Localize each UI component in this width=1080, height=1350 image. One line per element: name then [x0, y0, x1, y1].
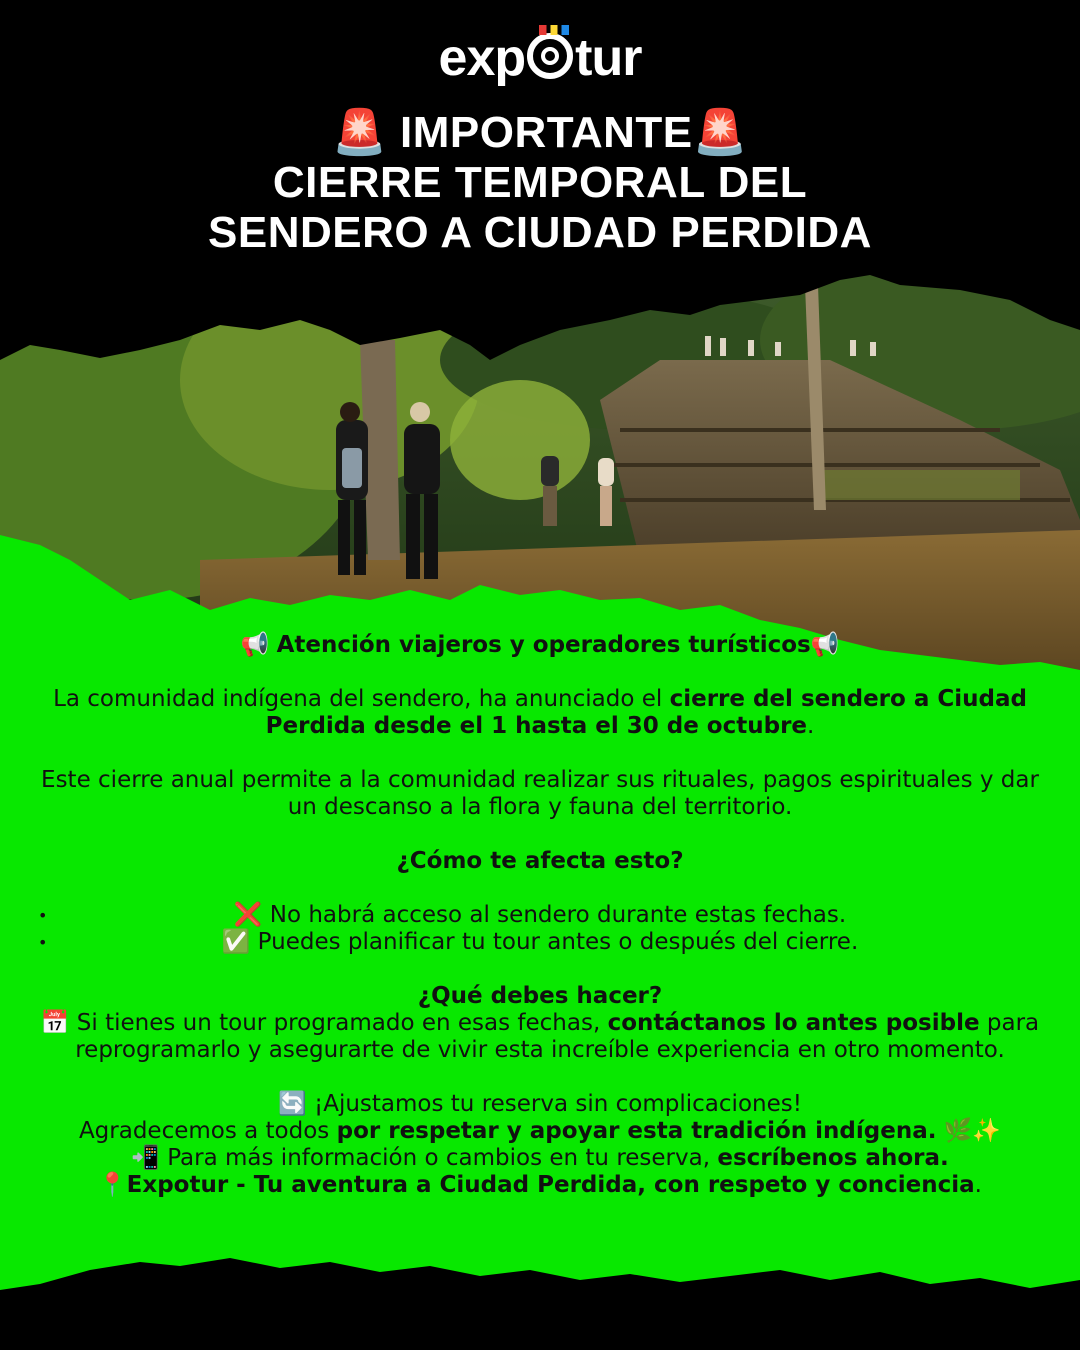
closure-paragraph	[30, 686, 1050, 740]
list-item	[30, 929, 1050, 956]
logo-text-post: tur	[575, 29, 642, 87]
check-icon: ✅	[221, 929, 251, 955]
closure-dates: cierre del sendero a Ciudad Perdida desde el 1 hasta el 30 de octubre	[265, 686, 1027, 739]
bullet-dot: •	[38, 906, 48, 925]
sparkles-icon: ✨	[972, 1118, 1002, 1144]
action-end: para reprogramarlo y asegurarte de vivir esta increíble experiencia en otro momento.	[75, 1010, 1040, 1063]
announcement-body	[30, 632, 1050, 1199]
bullet-text: No habrá acceso al sendero durante estas fechas.	[269, 902, 847, 928]
signature-line	[30, 1172, 1050, 1199]
siren-icon: 🚨	[332, 108, 388, 157]
attention-heading	[30, 632, 1050, 659]
question-affect	[30, 848, 1050, 875]
arrows-icon: 🔄	[278, 1091, 307, 1117]
siren-icon: 🚨	[692, 108, 748, 157]
closure-text: La comunidad indígena del sendero, ha anunciado el	[53, 686, 670, 712]
megaphone-icon: 📢	[240, 632, 270, 658]
headline-important: IMPORTANTE	[400, 108, 693, 157]
signature-bold: Expotur - Tu aventura a Ciudad Perdida, con respeto y conciencia	[126, 1172, 975, 1198]
reason-paragraph: Este cierre anual permite a la comunidad realizar sus rituales, pagos espirituales y dar un descanso a la flora y fauna del territorio.	[41, 767, 1039, 820]
logo-text-pre: exp	[438, 29, 526, 87]
pin-icon: 📍	[98, 1172, 127, 1198]
headline-line-3: SENDERO A CIUDAD PERDIDA	[208, 208, 872, 257]
bullet-text: Puedes planificar tu tour antes o después del cierre.	[257, 929, 859, 955]
headline	[0, 108, 1080, 258]
contact-bold: escríbenos ahora.	[717, 1145, 949, 1171]
bullet-dot: •	[38, 933, 48, 952]
adjust-line	[30, 1091, 1050, 1118]
list-item	[30, 902, 1050, 929]
thanks-line	[30, 1118, 1050, 1145]
closure-end: .	[807, 713, 815, 739]
action-paragraph	[30, 1010, 1050, 1064]
question-affect-text: ¿Cómo te afecta esto?	[396, 848, 684, 874]
thanks-text: Agradecemos a todos	[78, 1118, 337, 1144]
contact-text: Para más información o cambios en tu reserva,	[167, 1145, 718, 1171]
megaphone-icon: 📢	[810, 632, 840, 658]
contact-line	[30, 1145, 1050, 1172]
thanks-bold: por respetar y apoyar esta tradición indígena.	[336, 1118, 937, 1144]
question-todo	[30, 983, 1050, 1010]
adjust-text: ¡Ajustamos tu reserva sin complicaciones!	[314, 1091, 802, 1117]
headline-line-2: CIERRE TEMPORAL DEL	[272, 158, 808, 207]
logo-spiral-icon	[527, 33, 573, 79]
headline-line-1	[0, 108, 1080, 158]
cross-icon: ❌	[233, 902, 263, 928]
action-text: Si tienes un tour programado en esas fechas,	[76, 1010, 608, 1036]
attention-text: Atención viajeros y operadores turísticos	[276, 632, 811, 658]
herb-icon: 🌿	[943, 1118, 973, 1144]
phone-icon: 📲	[131, 1145, 160, 1171]
calendar-icon: 📅	[40, 1010, 70, 1036]
question-todo-text: ¿Qué debes hacer?	[417, 983, 663, 1009]
expotur-logo	[0, 28, 1080, 88]
action-bold: contáctanos lo antes posible	[607, 1010, 980, 1036]
signature-end: .	[974, 1172, 982, 1198]
